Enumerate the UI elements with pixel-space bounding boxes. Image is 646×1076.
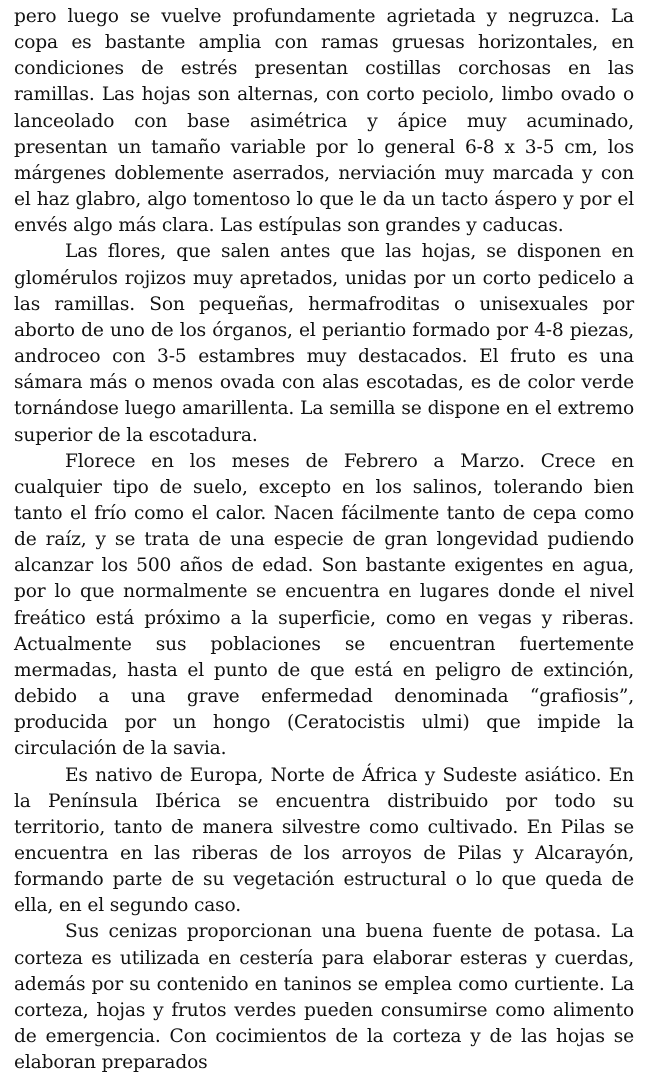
paragraph-flowering-habitat: Florece en los meses de Febrero a Marzo. Crece en cualquier tipo de suelo, excepto en los salinos, tolerando bien tanto el frío como el calor. Nacen fácilmente tanto de cepa como de raíz, y se trata de una especie de gran longevidad pudiendo alcanzar los 500 años de edad. Son bastante exigentes en agua, por lo que normalmente se encuentra en lugares donde el nivel freático está próximo a la superficie, como en vegas y riberas. Actualmente sus poblaciones se encuentran fuertemente mermadas, hasta el punto de que está en peligro de extinción, debido a una grave enfermedad denominada “grafiosis”, producida por un hongo (Ceratocistis ulmi) que impide la circulación de la savia. bbox=[14, 450, 634, 760]
document-page bbox=[14, 4, 634, 1076]
paragraph-flowers-fruit: Las flores, que salen antes que las hojas, se disponen en glomérulos rojizos muy apretados, unidas por un corto pedicelo a las ramillas. Son pequeñas, hermafroditas o unisexuales por aborto de uno de los órganos, el periantio formado por 4-8 piezas, androceo con 3-5 estambres muy destacados. El fruto es una sámara más o menos ovada con alas escotadas, es de color verde tornándose luego amarillenta. La semilla se dispone en el extremo superior de la escotadura. bbox=[14, 241, 634, 446]
paragraph-distribution: Es nativo de Europa, Norte de África y Sudeste asiático. En la Península Ibérica se encuentra distribuido por todo su territorio, tanto de manera silvestre como cultivado. En Pilas se encuentra en las riberas de los arroyos de Pilas y Alcarayón, formando parte de su vegetación estructural o lo que queda de ella, en el segundo caso. bbox=[14, 764, 634, 917]
paragraph-bark-leaves: pero luego se vuelve profundamente agrietada y negruzca. La copa es bastante amplia con ramas gruesas horizontales, en condiciones de estrés presentan costillas corchosas en las ramillas. Las hojas son alternas, con corto peciolo, limbo ovado o lanceolado con base asimétrica y ápice muy acuminado, presentan un tamaño variable por lo general 6-8 x 3-5 cm, los márgenes doblemente aserrados, nerviación muy marcada y con el haz glabro, algo tomentoso lo que le da un tacto áspero y por el envés algo más clara. Las estípulas son grandes y caducas. bbox=[14, 6, 634, 237]
paragraph-uses: Sus cenizas proporcionan una buena fuente de potasa. La corteza es utilizada en cestería para elaborar esteras y cuerdas, además por su contenido en taninos se emplea como curtiente. La corteza, hojas y frutos verdes pueden consumirse como alimento de emergencia. Con cocimientos de la corteza y de las hojas se elaboran preparados bbox=[14, 921, 634, 1074]
